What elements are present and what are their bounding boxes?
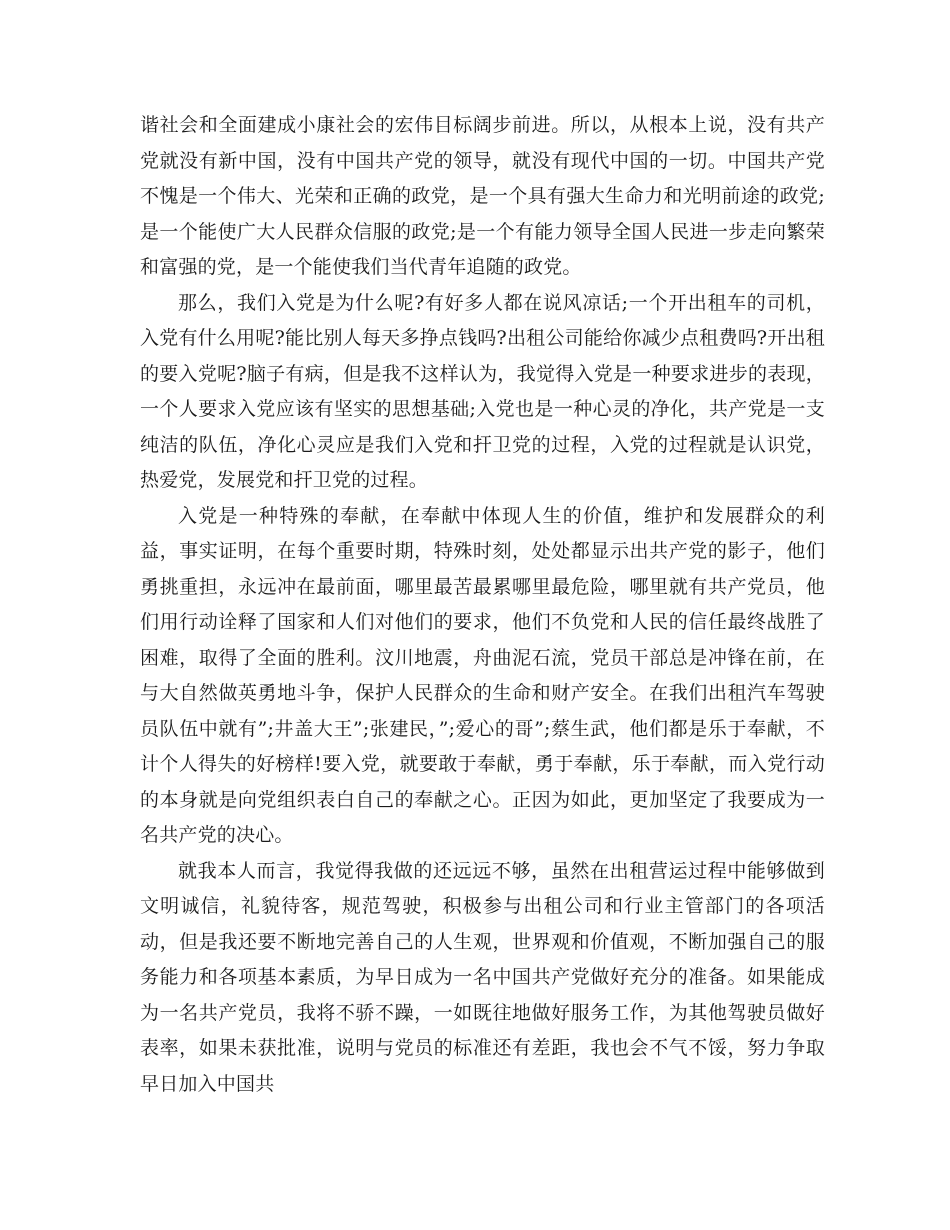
paragraph-3: 入党是一种特殊的奉献，在奉献中体现人生的价值，维护和发展群众的利益，事实证明，在每个重要时期，特殊时刻，处处都显示出共产党的影子，他们勇挑重担，永远冲在最前面，哪里最苦最累哪里最危险，哪里就有共产党员，他们用行动诠释了国家和人们对他们的要求，他们不负党和人民的信任最终战胜了困难，取得了全面的胜利。汶川地震，舟曲泥石流，党员干部总是冲锋在前，在与大自然做英勇地斗争，保护人民群众的生命和财产安全。在我们出租汽车驾驶员队伍中就有”;井盖大王”;张建民，”;爱心的哥”;蔡生武，他们都是乐于奉献，不计个人得失的好榜样!要入党，就要敢于奉献，勇于奉献，乐于奉献，而入党行动的本身就是向党组织表白自己的奉献之心。正因为如此，更加坚定了我要成为一名共产党的决心。 — [140, 504, 825, 846]
paragraph-4: 就我本人而言，我觉得我做的还远远不够，虽然在出租营运过程中能够做到文明诚信，礼貌待客，规范驾驶，积极参与出租公司和行业主管部门的各项活动，但是我还要不断地完善自己的人生观，世界观和价值观，不断加强自己的服务能力和各项基本素质，为早日成为一名中国共产党做好充分的准备。如果能成为一名共产党员，我将不骄不躁，一如既往地做好服务工作，为其他驾驶员做好表率，如果未获批准，说明与党员的标准还有差距，我也会不气不馁，努力争取早日加入中国共 — [140, 859, 825, 1095]
paragraph-2: 那么，我们入党是为什么呢?有好多人都在说风凉话;一个开出租车的司机，入党有什么用呢?能比别人每天多挣点钱吗?出租公司能给你减少点租费吗?开出租的要入党呢?脑子有病，但是我不这样认为，我觉得入党是一种要求进步的表现，一个人要求入党应该有坚实的思想基础;入党也是一种心灵的净化，共产党是一支纯洁的队伍，净化心灵应是我们入党和扞卫党的过程，入党的过程就是认识党，热爱党，发展党和扞卫党的过程。 — [140, 291, 825, 491]
paragraph-1: 谐社会和全面建成小康社会的宏伟目标阔步前进。所以，从根本上说，没有共产党就没有新中国，没有中国共产党的领导，就没有现代中国的一切。中国共产党不愧是一个伟大、光荣和正确的政党，是一个具有强大生命力和光明前途的政党;是一个能使广大人民群众信服的政党;是一个有能力领导全国人民进一步走向繁荣和富强的党，是一个能使我们当代青年追随的政党。 — [140, 114, 825, 278]
document-body — [140, 108, 825, 1102]
